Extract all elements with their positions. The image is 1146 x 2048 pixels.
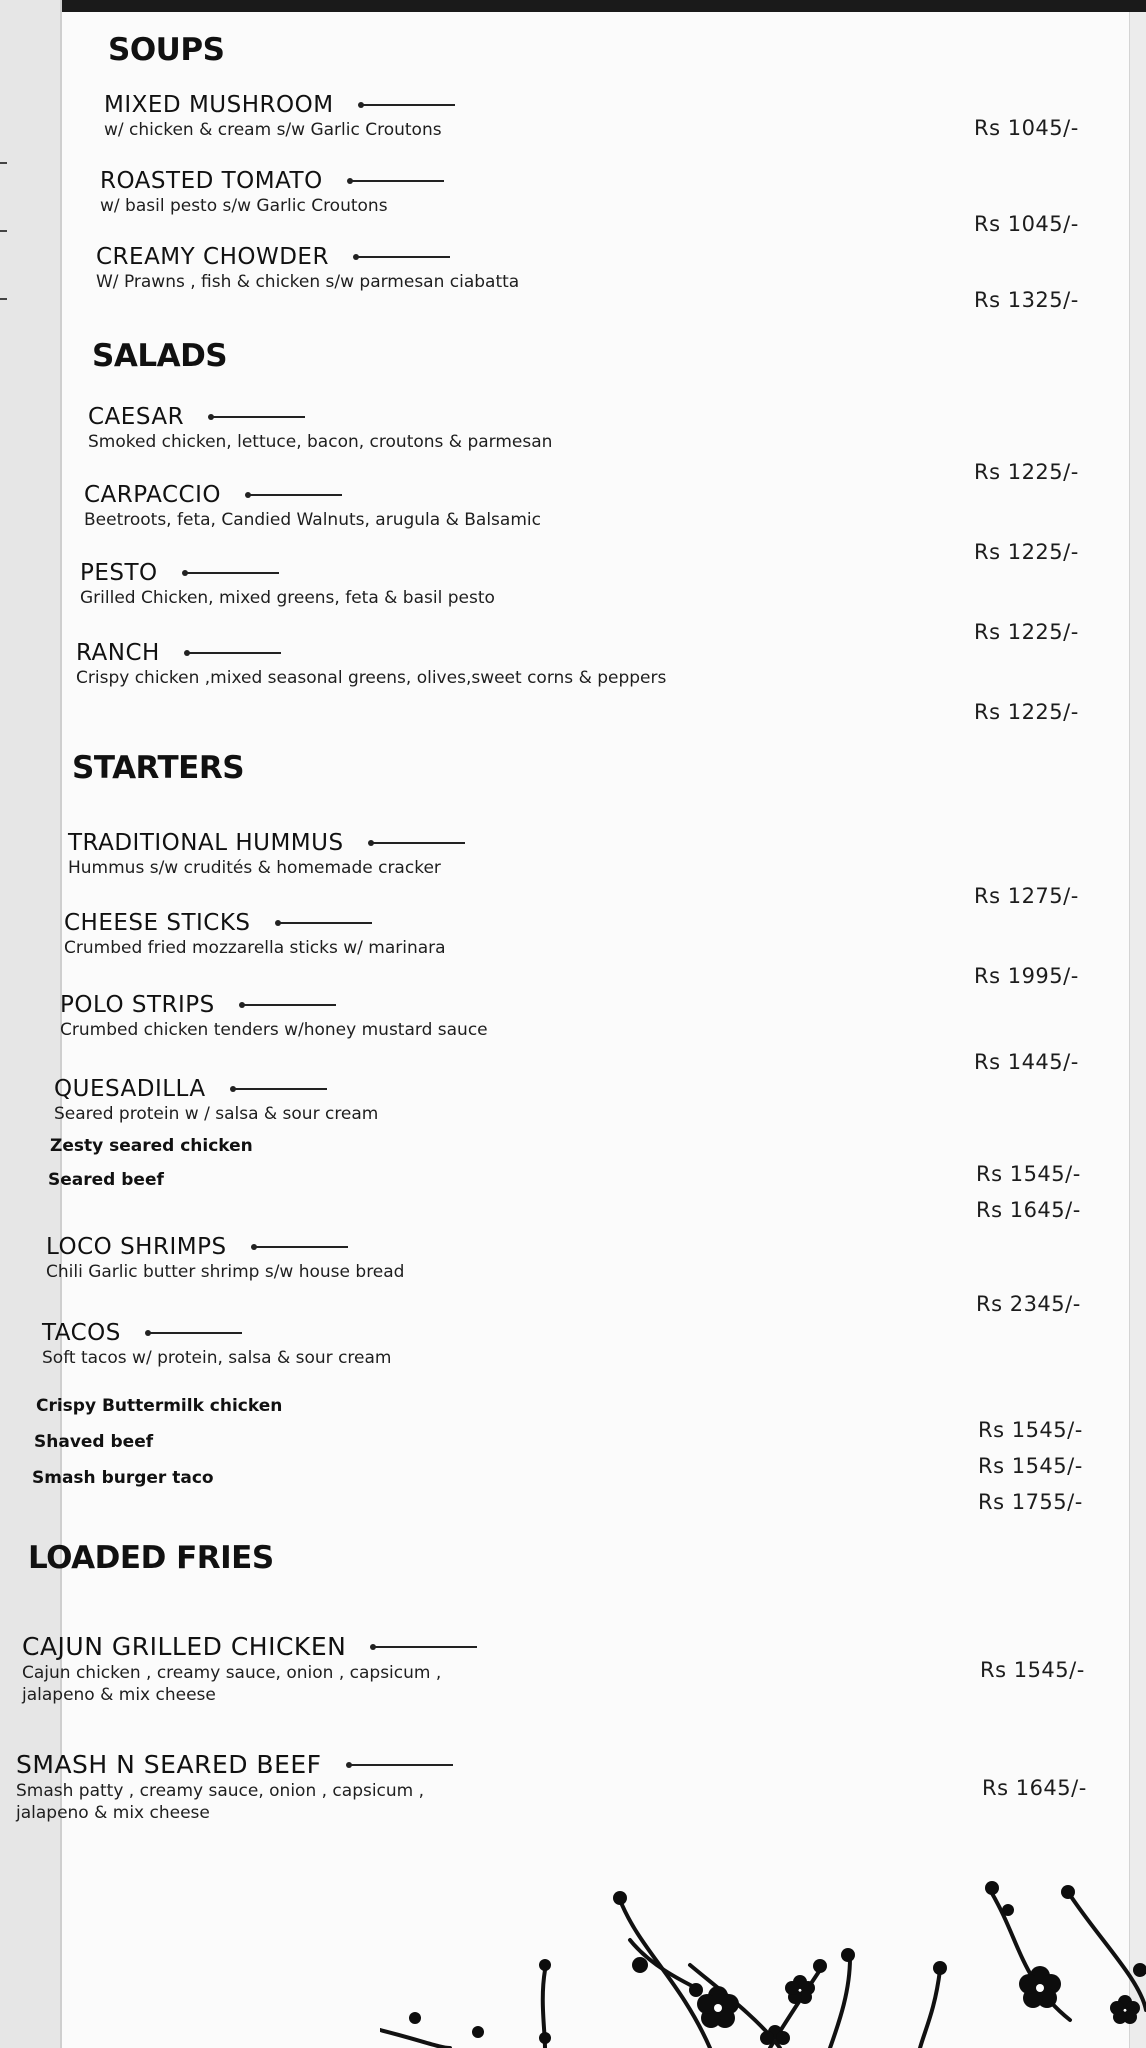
item-price: Rs 1275/-: [974, 884, 1079, 908]
item-name: CARPACCIO: [84, 482, 222, 508]
item-description: Smash patty , creamy sauce, onion , capsicum ,: [16, 1781, 425, 1801]
item-price: Rs 1045/-: [974, 212, 1079, 236]
item-description: Hummus s/w crudités & homemade cracker: [68, 858, 441, 878]
arrow-line-icon: [253, 1246, 348, 1248]
arrow-line-icon: [241, 1004, 336, 1006]
menu-item-pesto: [80, 560, 495, 608]
item-option: Zesty seared chicken: [50, 1136, 253, 1156]
menu-item-ranch: [76, 640, 666, 688]
item-name: RANCH: [76, 640, 160, 666]
item-price: Rs 1545/-: [978, 1418, 1083, 1442]
menu-item-tacos: [42, 1320, 391, 1368]
arrow-line-icon: [355, 256, 450, 258]
item-price: Rs 1645/-: [976, 1198, 1081, 1222]
item-description: Seared protein w / salsa & sour cream: [54, 1104, 379, 1124]
arrow-line-icon: [210, 416, 305, 418]
item-price: Rs 1755/-: [978, 1490, 1083, 1514]
left-page-margin: [0, 0, 62, 2048]
item-name: TRADITIONAL HUMMUS: [68, 830, 344, 856]
page-top-edge: [0, 0, 1146, 12]
item-description: w/ chicken & cream s/w Garlic Croutons: [104, 120, 442, 140]
item-name: PESTO: [80, 560, 158, 586]
arrow-line-icon: [360, 104, 455, 106]
item-description: W/ Prawns , fish & chicken s/w parmesan ciabatta: [96, 272, 520, 292]
item-name: LOCO SHRIMPS: [46, 1234, 227, 1260]
section-title-soups: SOUPS: [108, 32, 225, 68]
item-price: Rs 1225/-: [974, 460, 1079, 484]
item-name: POLO STRIPS: [60, 992, 215, 1018]
menu-item-smash-n-seared-beef: [16, 1750, 453, 1823]
item-option: Crispy Buttermilk chicken: [36, 1396, 283, 1416]
item-description: Cajun chicken , creamy sauce, onion , capsicum ,: [22, 1663, 442, 1683]
arrow-line-icon: [277, 922, 372, 924]
item-name: QUESADILLA: [54, 1076, 206, 1102]
menu-page: [16, 12, 1130, 2048]
arrow-line-icon: [186, 652, 281, 654]
menu-item-carpaccio: [84, 482, 541, 530]
margin-tick: [0, 162, 7, 164]
right-page-edge: [1129, 12, 1146, 2048]
menu-item-traditional-hummus: [68, 830, 465, 878]
item-name: ROASTED TOMATO: [100, 168, 323, 194]
item-name: MIXED MUSHROOM: [104, 92, 334, 118]
item-description: Crumbed chicken tenders w/honey mustard sauce: [60, 1020, 488, 1040]
item-description: Crispy chicken ,mixed seasonal greens, olives,sweet corns & peppers: [76, 668, 667, 688]
item-name: CHEESE STICKS: [64, 910, 251, 936]
item-price: Rs 1995/-: [974, 964, 1079, 988]
item-price: Rs 2345/-: [976, 1292, 1081, 1316]
item-price: Rs 1545/-: [980, 1658, 1085, 1682]
item-price: Rs 1545/-: [976, 1162, 1081, 1186]
item-price: Rs 1225/-: [974, 700, 1079, 724]
arrow-line-icon: [348, 1764, 453, 1766]
arrow-line-icon: [147, 1332, 242, 1334]
arrow-line-icon: [184, 572, 279, 574]
menu-item-cajun-grilled-chicken: [22, 1632, 477, 1705]
item-name: CREAMY CHOWDER: [96, 244, 329, 270]
menu-item-loco-shrimps: [46, 1234, 404, 1282]
arrow-line-icon: [370, 842, 465, 844]
item-option: Shaved beef: [34, 1432, 154, 1452]
arrow-line-icon: [232, 1088, 327, 1090]
item-name: SMASH N SEARED BEEF: [16, 1750, 322, 1779]
item-price: Rs 1645/-: [982, 1776, 1087, 1800]
item-description: Beetroots, feta, Candied Walnuts, arugula & Balsamic: [84, 510, 541, 530]
item-option: Smash burger taco: [32, 1468, 214, 1488]
section-title-starters: STARTERS: [72, 750, 245, 786]
item-price: Rs 1325/-: [974, 288, 1079, 312]
item-name: CAJUN GRILLED CHICKEN: [22, 1632, 347, 1661]
item-option: Seared beef: [48, 1170, 164, 1190]
menu-item-cheese-sticks: [64, 910, 446, 958]
item-price: Rs 1445/-: [974, 1050, 1079, 1074]
item-description: w/ basil pesto s/w Garlic Croutons: [100, 196, 388, 216]
menu-item-quesadilla: [54, 1076, 378, 1124]
menu-item-creamy-chowder: [96, 244, 519, 292]
item-description: Crumbed fried mozzarella sticks w/ marinara: [64, 938, 446, 958]
arrow-line-icon: [349, 180, 444, 182]
menu-item-polo-strips: [60, 992, 488, 1040]
item-price: Rs 1225/-: [974, 620, 1079, 644]
item-name: TACOS: [42, 1320, 121, 1346]
item-description: Smoked chicken, lettuce, bacon, croutons & parmesan: [88, 432, 553, 452]
item-description-line2: jalapeno & mix cheese: [22, 1685, 216, 1705]
arrow-line-icon: [372, 1646, 477, 1648]
item-price: Rs 1545/-: [978, 1454, 1083, 1478]
menu-item-caesar: [88, 404, 552, 452]
item-description: Chili Garlic butter shrimp s/w house bread: [46, 1262, 405, 1282]
item-name: CAESAR: [88, 404, 185, 430]
margin-tick: [0, 298, 7, 300]
menu-item-mixed-mushroom: [104, 92, 455, 140]
item-description: Soft tacos w/ protein, salsa & sour cream: [42, 1348, 392, 1368]
item-description: Grilled Chicken, mixed greens, feta & basil pesto: [80, 588, 495, 608]
section-title-loaded-fries: LOADED FRIES: [28, 1540, 274, 1576]
cherry-blossom-branch-decoration: [380, 1870, 1146, 2048]
margin-tick: [0, 230, 7, 232]
item-description-line2: jalapeno & mix cheese: [16, 1803, 210, 1823]
item-price: Rs 1045/-: [974, 116, 1079, 140]
item-price: Rs 1225/-: [974, 540, 1079, 564]
menu-item-roasted-tomato: [100, 168, 444, 216]
arrow-line-icon: [247, 494, 342, 496]
section-title-salads: SALADS: [92, 338, 228, 374]
